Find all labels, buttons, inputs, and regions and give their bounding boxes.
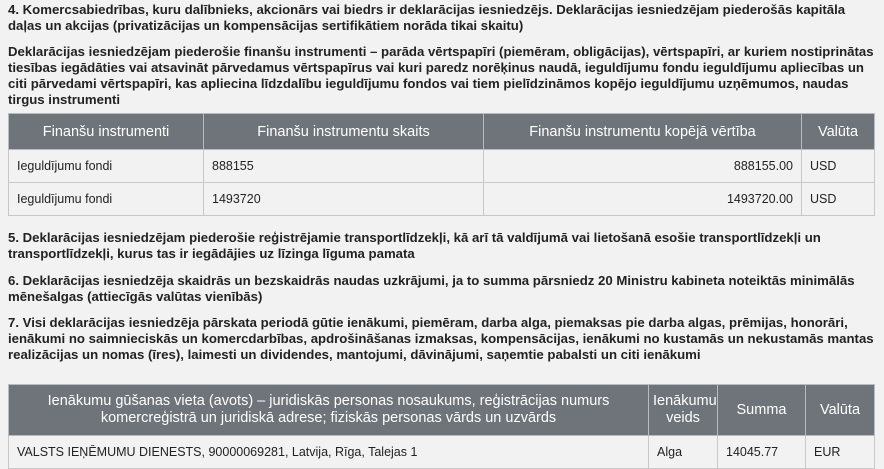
table-row [9,150,875,183]
financial-instruments-subtitle: Deklarācijas iesniedzējam piederošie finanšu instrumenti – parāda vērtspapīri (piemēram, obligācijas), vērtspapīri, ar kuriem nostiprinātas tiesības iegādāties vai atsavināt pārvedamus vērtspapīrus vai kuri paredz norēķinus naudā, ieguldījumu fondu ieguldījumu apliecības un citi pārvedami vērtspapīri, kas apliecina līdzdalību ieguldījumu fondos vai tiem pielīdzināmos kopējo ieguldījumu uzņēmumos, naudas tirgus instrumenti [8,44,874,107]
column-header-income-source: Ienākumu gūšanas vieta (avots) – juridiskās personas nosaukums, reģistrācijas numurs komercreģistrā un juridiskā adrese; fiziskās personas vārds un uzvārds [9,385,649,436]
column-header-total-value: Finanšu instrumentu kopējā vērtība [484,114,802,150]
table-header-row [9,385,875,436]
value-cell: 888155.00 [484,150,802,183]
column-header-income-type: Ienākumu veids [649,385,718,436]
currency-cell: EUR [806,436,875,469]
table-row [9,183,875,216]
table-row [9,436,875,469]
income-source-cell: VALSTS IEŅĒMUMU DIENESTS, 90000069281, Latvija, Rīga, Talejas 1 [9,436,649,469]
column-header-amount: Summa [718,385,806,436]
amount-cell: 14045.77 [718,436,806,469]
count-cell: 888155 [204,150,484,183]
financial-instruments-table [8,113,875,216]
income-table [8,384,875,469]
section-4-title: 4. Komercsabiedrības, kuru dalībnieks, akcionārs vai biedrs ir deklarācijas iesniedzējs. Deklarācijas iesniedzējam piederošās kapitāla daļas un akcijas (privatizācijas un kompensācijas sertifikātiem norāda tikai skaitu) [8,2,846,33]
section-6-title: 6. Deklarācijas iesniedzēja skaidrās un bezskaidrās naudas uzkrājumi, ja to summa pārsniedz 20 Ministru kabineta noteiktās minimālās mēnešalgas (attiecīgās valūtas vienībās) [8,273,855,304]
instrument-cell: Ieguldījumu fondi [9,183,204,216]
section-5-title: 5. Deklarācijas iesniedzējam piederošie reģistrējamie transportlīdzekļi, kā arī tā valdījumā vai lietošanā esošie transportlīdzekļi un transportlīdzekļi, kurus tas ir iegādājies uz līzinga līguma pamata [8,230,821,261]
instrument-cell: Ieguldījumu fondi [9,150,204,183]
column-header-count: Finanšu instrumentu skaits [204,114,484,150]
count-cell: 1493720 [204,183,484,216]
column-header-currency: Valūta [806,385,875,436]
column-header-currency: Valūta [802,114,875,150]
currency-cell: USD [802,150,875,183]
column-header-instruments: Finanšu instrumenti [9,114,204,150]
table-header-row [9,114,875,150]
value-cell: 1493720.00 [484,183,802,216]
income-type-cell: Alga [649,436,718,469]
currency-cell: USD [802,183,875,216]
section-7-title: 7. Visi deklarācijas iesniedzēja pārskata periodā gūtie ienākumi, piemēram, darba alga, piemaksas pie darba algas, prēmijas, honorāri, ienākumi no saimnieciskās un komercdarbības, apdrošināšanas izmaksas, kompensācijas, ienākumi no kustamās un nekustamās mantas realizācijas un nomas (īres), laimesti un dividendes, mantojumi, dāvinājumi, saņemtie pabalsti un citi ienākumi [8,315,874,362]
